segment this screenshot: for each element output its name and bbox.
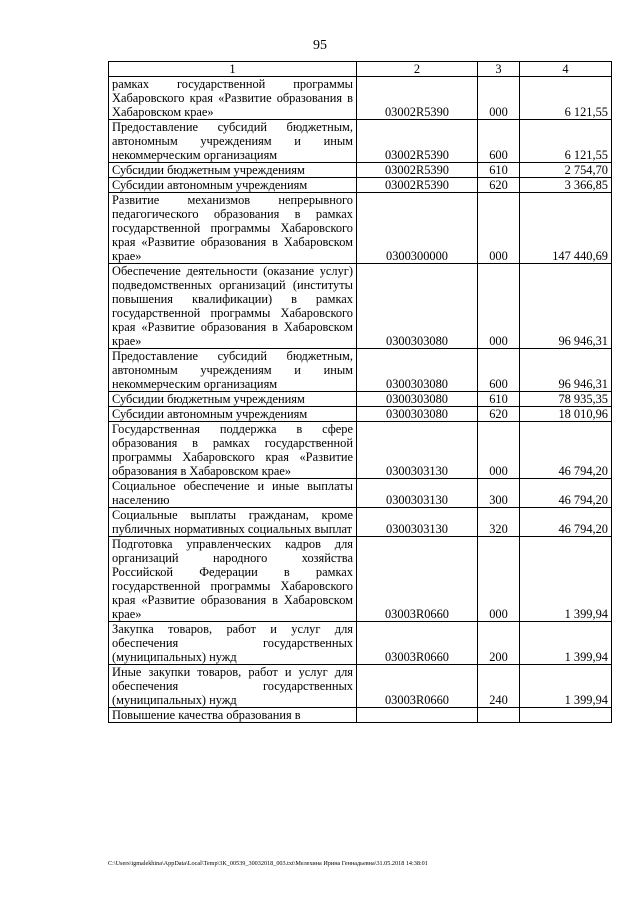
- table-header-row: [109, 62, 612, 77]
- row-description: Социальное обеспечение и иные выплаты населению: [109, 479, 357, 508]
- footer-file-path: C:\Users\igmalekhina\AppData\Local\Temp\3K_00539_30032018_003.txt\Мелехина Ирина Геннадьевна\31.05.2018 14:38:01: [108, 860, 428, 867]
- row-expense-type: 620: [478, 178, 520, 193]
- row-target-code: 0300303130: [357, 479, 478, 508]
- table-row: [109, 422, 612, 479]
- row-amount: 1 399,94: [520, 665, 612, 708]
- row-expense-type: 000: [478, 77, 520, 120]
- row-target-code: 03003R0660: [357, 622, 478, 665]
- table-row: [109, 77, 612, 120]
- row-amount: [520, 708, 612, 723]
- row-target-code: 03002R5390: [357, 120, 478, 163]
- table-row: [109, 392, 612, 407]
- row-expense-type: 240: [478, 665, 520, 708]
- table-row: [109, 665, 612, 708]
- row-target-code: 03002R5390: [357, 163, 478, 178]
- row-target-code: 0300303080: [357, 392, 478, 407]
- row-amount: 6 121,55: [520, 77, 612, 120]
- row-amount: 1 399,94: [520, 622, 612, 665]
- row-target-code: 03003R0660: [357, 537, 478, 622]
- row-description: Предоставление субсидий бюджетным, автономным учреждениям и иным некоммерческим организациям: [109, 120, 357, 163]
- row-description: Предоставление субсидий бюджетным, автономным учреждениям и иным некоммерческим организациям: [109, 349, 357, 392]
- row-target-code: 0300303080: [357, 407, 478, 422]
- row-expense-type: 610: [478, 392, 520, 407]
- row-target-code: [357, 708, 478, 723]
- row-amount: 46 794,20: [520, 479, 612, 508]
- row-description: Субсидии автономным учреждениям: [109, 178, 357, 193]
- row-amount: 46 794,20: [520, 508, 612, 537]
- row-target-code: 0300303130: [357, 422, 478, 479]
- row-target-code: 0300303080: [357, 264, 478, 349]
- table-row: [109, 264, 612, 349]
- row-amount: 96 946,31: [520, 264, 612, 349]
- table-row: [109, 537, 612, 622]
- table-row: [109, 163, 612, 178]
- row-description: Иные закупки товаров, работ и услуг для обеспечения государственных (муниципальных) нужд: [109, 665, 357, 708]
- column-header: 2: [357, 62, 478, 77]
- row-amount: 78 935,35: [520, 392, 612, 407]
- row-description: Закупка товаров, работ и услуг для обеспечения государственных (муниципальных) нужд: [109, 622, 357, 665]
- table-row: [109, 178, 612, 193]
- row-description: Государственная поддержка в сфере образования в рамках государственной программы Хабаровского края «Развитие образования в Хабаровском крае»: [109, 422, 357, 479]
- row-description: Обеспечение деятельности (оказание услуг) подведомственных организаций (институты повышения квалификации) в рамках государственной программы Хабаровского края «Развитие образования в Хабаровском крае»: [109, 264, 357, 349]
- row-expense-type: 600: [478, 120, 520, 163]
- row-amount: 46 794,20: [520, 422, 612, 479]
- row-expense-type: 000: [478, 193, 520, 264]
- row-expense-type: 300: [478, 479, 520, 508]
- row-expense-type: 000: [478, 422, 520, 479]
- row-expense-type: 320: [478, 508, 520, 537]
- row-description: Субсидии бюджетным учреждениям: [109, 163, 357, 178]
- row-amount: 2 754,70: [520, 163, 612, 178]
- row-target-code: 03003R0660: [357, 665, 478, 708]
- row-target-code: 0300300000: [357, 193, 478, 264]
- row-amount: 96 946,31: [520, 349, 612, 392]
- row-expense-type: 600: [478, 349, 520, 392]
- column-header: 4: [520, 62, 612, 77]
- row-expense-type: 200: [478, 622, 520, 665]
- row-amount: 1 399,94: [520, 537, 612, 622]
- row-description: Повышение качества образования в: [109, 708, 357, 723]
- budget-table: [108, 61, 612, 723]
- row-description: рамках государственной программы Хабаровского края «Развитие образования в Хабаровском крае»: [109, 77, 357, 120]
- row-amount: 18 010,96: [520, 407, 612, 422]
- table-row: [109, 193, 612, 264]
- table-row: [109, 349, 612, 392]
- column-header: 1: [109, 62, 357, 77]
- row-amount: 3 366,85: [520, 178, 612, 193]
- table-row: [109, 479, 612, 508]
- row-description: Подготовка управленческих кадров для организаций народного хозяйства Российской Федерации в рамках государственной программы Хабаровского края «Развитие образования в Хабаровском крае»: [109, 537, 357, 622]
- row-description: Развитие механизмов непрерывного педагогического образования в рамках государственной программы Хабаровского края «Развитие образования в Хабаровском крае»: [109, 193, 357, 264]
- row-expense-type: 000: [478, 537, 520, 622]
- row-description: Социальные выплаты гражданам, кроме публичных нормативных социальных выплат: [109, 508, 357, 537]
- table-row: [109, 508, 612, 537]
- page-number: 95: [313, 38, 327, 53]
- table-row: [109, 708, 612, 723]
- table-row: [109, 120, 612, 163]
- row-expense-type: 610: [478, 163, 520, 178]
- table-row: [109, 622, 612, 665]
- table-row: [109, 407, 612, 422]
- row-expense-type: 620: [478, 407, 520, 422]
- row-target-code: 0300303130: [357, 508, 478, 537]
- row-description: Субсидии бюджетным учреждениям: [109, 392, 357, 407]
- row-amount: 147 440,69: [520, 193, 612, 264]
- row-target-code: 03002R5390: [357, 178, 478, 193]
- row-expense-type: [478, 708, 520, 723]
- row-target-code: 03002R5390: [357, 77, 478, 120]
- column-header: 3: [478, 62, 520, 77]
- row-expense-type: 000: [478, 264, 520, 349]
- row-description: Субсидии автономным учреждениям: [109, 407, 357, 422]
- row-amount: 6 121,55: [520, 120, 612, 163]
- row-target-code: 0300303080: [357, 349, 478, 392]
